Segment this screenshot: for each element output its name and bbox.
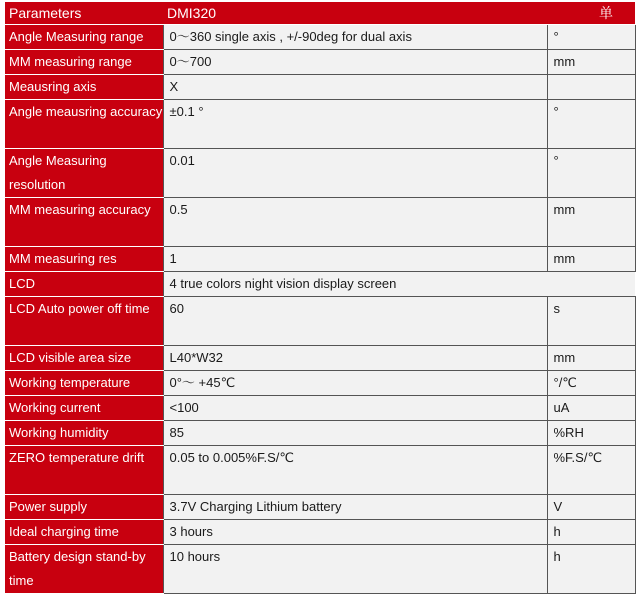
parameter-value: 1	[163, 247, 547, 272]
parameter-name: Working temperature	[5, 371, 163, 396]
parameter-unit: °	[547, 25, 635, 50]
parameter-name: Meausring axis	[5, 75, 163, 100]
parameter-unit: %RH	[547, 421, 635, 446]
parameter-unit: mm	[547, 50, 635, 75]
parameter-value: L40*W32	[163, 346, 547, 371]
table-row	[5, 75, 635, 100]
table-row	[5, 446, 635, 495]
parameter-name: LCD visible area size	[5, 346, 163, 371]
parameter-value: ±0.1 °	[163, 100, 547, 149]
parameter-value: 4 true colors night vision display screen	[163, 272, 635, 297]
parameter-name: ZERO temperature drift	[5, 446, 163, 495]
parameter-name: Ideal charging time	[5, 520, 163, 545]
parameter-value: <100	[163, 396, 547, 421]
header-row	[5, 2, 635, 25]
table-row	[5, 396, 635, 421]
parameter-value: 60	[163, 297, 547, 346]
table-row	[5, 371, 635, 396]
parameter-unit: mm	[547, 346, 635, 371]
parameter-value: 85	[163, 421, 547, 446]
parameter-value: 0°～ +45℃	[163, 371, 547, 396]
table-row	[5, 545, 635, 594]
table-row	[5, 346, 635, 371]
parameter-name: MM measuring range	[5, 50, 163, 75]
table-row	[5, 297, 635, 346]
parameter-unit	[547, 75, 635, 100]
table-row	[5, 25, 635, 50]
table-row	[5, 50, 635, 75]
table-row	[5, 272, 635, 297]
parameter-name: Angle Measuring range	[5, 25, 163, 50]
table-header	[5, 2, 635, 25]
parameter-value: 0～360 single axis , +/-90deg for dual axis	[163, 25, 547, 50]
parameter-unit: °	[547, 100, 635, 149]
parameter-name: Battery design stand-by time	[5, 545, 163, 594]
parameter-unit: V	[547, 495, 635, 520]
table-row	[5, 149, 635, 198]
parameter-unit: s	[547, 297, 635, 346]
parameter-unit: %F.S/℃	[547, 446, 635, 495]
parameter-name: Power supply	[5, 495, 163, 520]
parameter-value: 10 hours	[163, 545, 547, 594]
parameter-value: 0.01	[163, 149, 547, 198]
parameter-value: 0.5	[163, 198, 547, 247]
parameter-name: MM measuring res	[5, 247, 163, 272]
parameter-name: Working current	[5, 396, 163, 421]
parameter-name: Angle meausring accuracy	[5, 100, 163, 149]
header-parameters: Parameters	[5, 2, 163, 25]
parameter-name: LCD Auto power off time	[5, 297, 163, 346]
parameter-value: 0.05 to 0.005%F.S/℃	[163, 446, 547, 495]
parameter-unit: uA	[547, 396, 635, 421]
parameter-unit: mm	[547, 247, 635, 272]
table-body	[5, 25, 635, 594]
table-row	[5, 421, 635, 446]
parameter-name: MM measuring accuracy	[5, 198, 163, 247]
parameter-value: 3.7V Charging Lithium battery	[163, 495, 547, 520]
parameter-value: 0～700	[163, 50, 547, 75]
parameter-name: Angle Measuring resolution	[5, 149, 163, 198]
parameter-value: 3 hours	[163, 520, 547, 545]
parameter-unit: h	[547, 520, 635, 545]
table-row	[5, 520, 635, 545]
table-row	[5, 247, 635, 272]
parameter-value: X	[163, 75, 547, 100]
spec-table	[5, 2, 636, 594]
parameter-unit: h	[547, 545, 635, 594]
parameter-unit: mm	[547, 198, 635, 247]
table-row	[5, 495, 635, 520]
header-model: DMI320	[163, 2, 547, 25]
table-row	[5, 198, 635, 247]
parameter-unit: °/℃	[547, 371, 635, 396]
table-row	[5, 100, 635, 149]
parameter-name: LCD	[5, 272, 163, 297]
parameter-name: Working humidity	[5, 421, 163, 446]
header-unit: 单	[547, 2, 635, 25]
parameter-unit: °	[547, 149, 635, 198]
